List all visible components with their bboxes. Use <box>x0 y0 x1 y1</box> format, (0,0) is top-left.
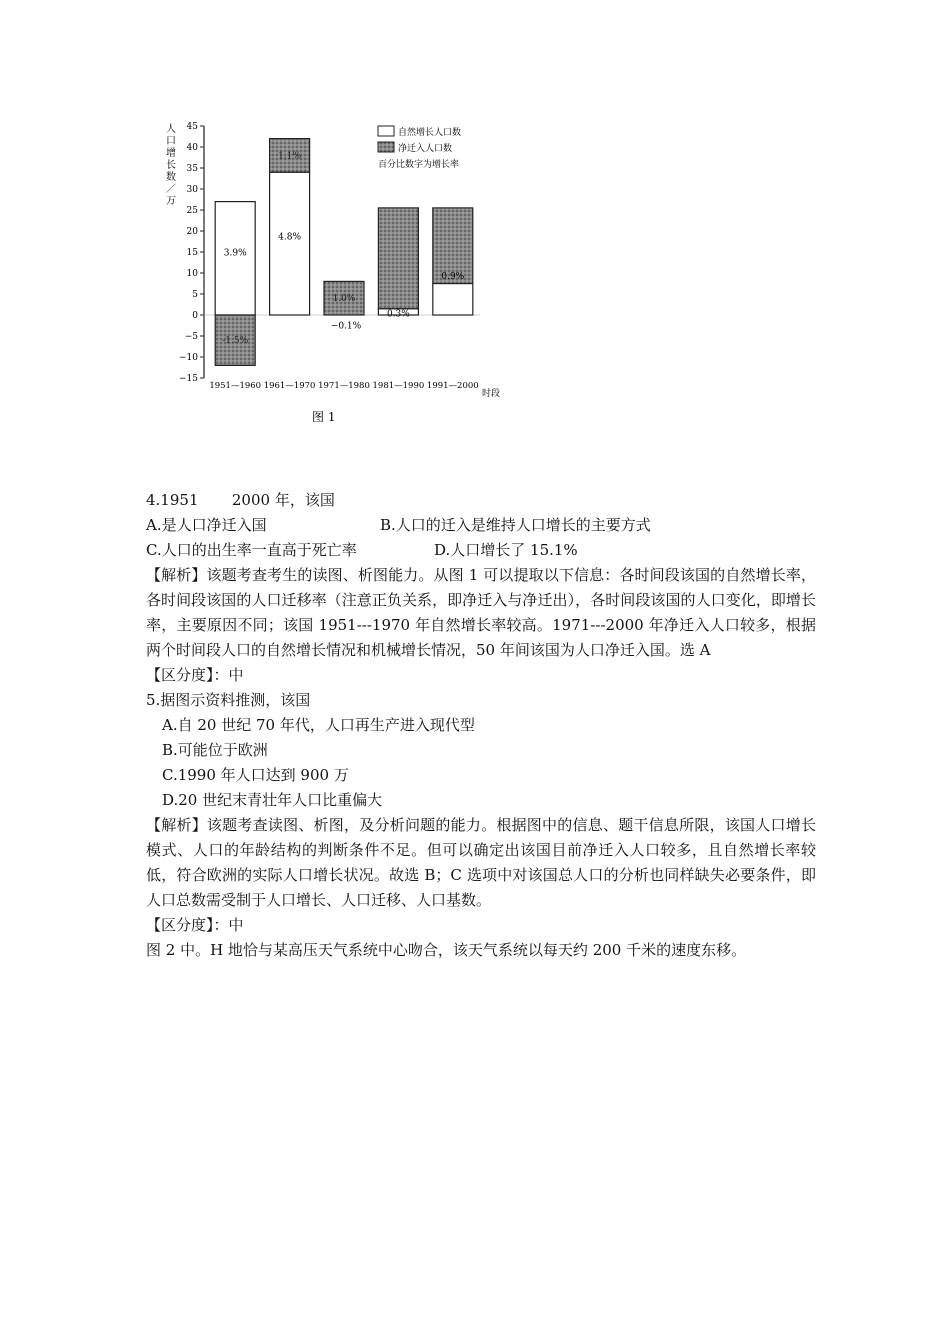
q4-option-b: B.人口的迁入是维持人口增长的主要方式 <box>380 516 651 534</box>
y-tick-label: 10 <box>186 269 198 279</box>
q5-analysis: 【解析】该题考查读图、析图，及分析问题的能力。根据图中的信息、题干信息所限，该国人口增长模式、人口的年龄结构的判断条件不足。但可以确定出该国目前净迁入人口较多，且自然增长率较低，符合欧洲的实际人口增长状况。故选 B；C 选项中对该国总人口的分析也同样缺失必要条件，即人口总数需受制于人口增长、人口迁移、人口基数。 <box>146 816 816 909</box>
y-tick-label: −5 <box>184 332 198 342</box>
x-tick-label: 1961—1970 <box>263 381 316 391</box>
figure-caption: 图 1 <box>312 410 336 424</box>
bar-label-migration: -1.5% <box>222 336 249 347</box>
y-axis-title-char: 人 <box>166 124 176 135</box>
q5-option-d: D.20 世纪末青壮年人口比重偏大 <box>162 791 383 809</box>
bar-label-natural: 0.3% <box>386 309 410 320</box>
q5-stem: 5.据图示资料推测，该国 <box>146 691 311 709</box>
bar-natural <box>270 172 310 315</box>
bar-label-natural: 0.9% <box>441 271 465 282</box>
q5-difficulty: 【区分度】：中 <box>146 916 244 934</box>
legend-swatch-natural <box>378 126 394 136</box>
bar-natural <box>433 284 473 316</box>
y-axis-title-char: 口 <box>166 136 176 147</box>
q4-option-c: C.人口的出生率一直高于死亡率 <box>146 541 357 559</box>
q4-stem-a: 4.1951 <box>146 491 199 509</box>
y-tick-label: 15 <box>186 248 198 258</box>
y-axis-title <box>166 122 176 207</box>
x-tick-label: 1971—1980 <box>318 381 370 391</box>
q4-options-row-2 <box>146 538 816 563</box>
y-axis-title-char: 数 <box>166 172 176 183</box>
bar-label-natural: 4.8% <box>278 232 302 243</box>
legend-swatch-migration <box>378 142 394 152</box>
next-question-intro: 图 2 中。H 地恰与某高压天气系统中心吻合，该天气系统以每天约 200 千米的速度东移。 <box>146 941 747 959</box>
y-tick-label: 25 <box>186 206 198 216</box>
bar-label-migration: 1.0% <box>332 294 356 305</box>
question-text <box>146 488 816 963</box>
y-tick-label: 20 <box>186 227 198 237</box>
q4-stem-b: 2000 年，该国 <box>231 491 335 509</box>
y-axis-title-char: ／ <box>166 184 176 195</box>
q4-options-row-1 <box>146 513 816 538</box>
y-tick-label: 5 <box>192 290 198 300</box>
y-tick-label: 30 <box>186 185 198 195</box>
q5-option-a: A.自 20 世纪 70 年代，人口再生产进入现代型 <box>162 716 475 734</box>
bar-label-migration: 1.1% <box>278 151 302 162</box>
x-tick-label: 1951—1960 <box>209 381 262 391</box>
y-tick-label: −10 <box>179 353 198 363</box>
y-axis-title-char: 万 <box>166 196 176 207</box>
legend <box>378 126 461 170</box>
y-tick-label: 40 <box>186 143 198 153</box>
y-axis-title-char: 增 <box>166 148 176 159</box>
y-tick-label: 45 <box>186 122 198 132</box>
population-growth-chart <box>160 118 520 430</box>
q5-option-c: C.1990 年人口达到 900 万 <box>162 766 349 784</box>
q4-option-d: D.人口增长了 15.1% <box>434 541 578 559</box>
chart-svg <box>160 118 520 430</box>
legend-note: 百分比数字为增长率 <box>378 160 460 170</box>
bar-migration <box>378 208 418 309</box>
q5-option-b: B.可能位于欧洲 <box>162 741 268 759</box>
legend-label-migration: 净迁入人口数 <box>398 144 453 154</box>
q4-option-a: A.是人口净迁入国 <box>146 516 267 534</box>
q4-analysis: 【解析】该题考查考生的读图、析图能力。从图 1 可以提取以下信息：各时间段该国的自然增长率，各时间段该国的人口迁移率（注意正负关系，即净迁入与净迁出），各时间段该国的人口变化，即增长率，主要原因不同；该国 1951---1970 年自然增长率较高。1971---2000 年净迁入人口较多，根据两个时间段人口的自然增长情况和机械增长情况，50 年间该国为人口净迁入国。选 A <box>146 566 816 659</box>
x-tick-label: 1981—1990 <box>372 381 425 391</box>
q4-difficulty: 【区分度】：中 <box>146 666 244 684</box>
bar-label-natural-negative: −0.1% <box>330 321 362 332</box>
bar-label-natural: 3.9% <box>223 248 247 259</box>
x-axis-title: 时段 <box>482 389 501 399</box>
y-tick-label: 35 <box>186 164 198 174</box>
y-tick-label: −15 <box>179 374 198 384</box>
q4-stem <box>146 488 816 513</box>
y-axis-title-char: 长 <box>166 160 176 171</box>
y-tick-label: 0 <box>192 311 198 321</box>
legend-label-natural: 自然增长人口数 <box>398 128 462 138</box>
x-tick-label: 1991—2000 <box>426 381 479 391</box>
